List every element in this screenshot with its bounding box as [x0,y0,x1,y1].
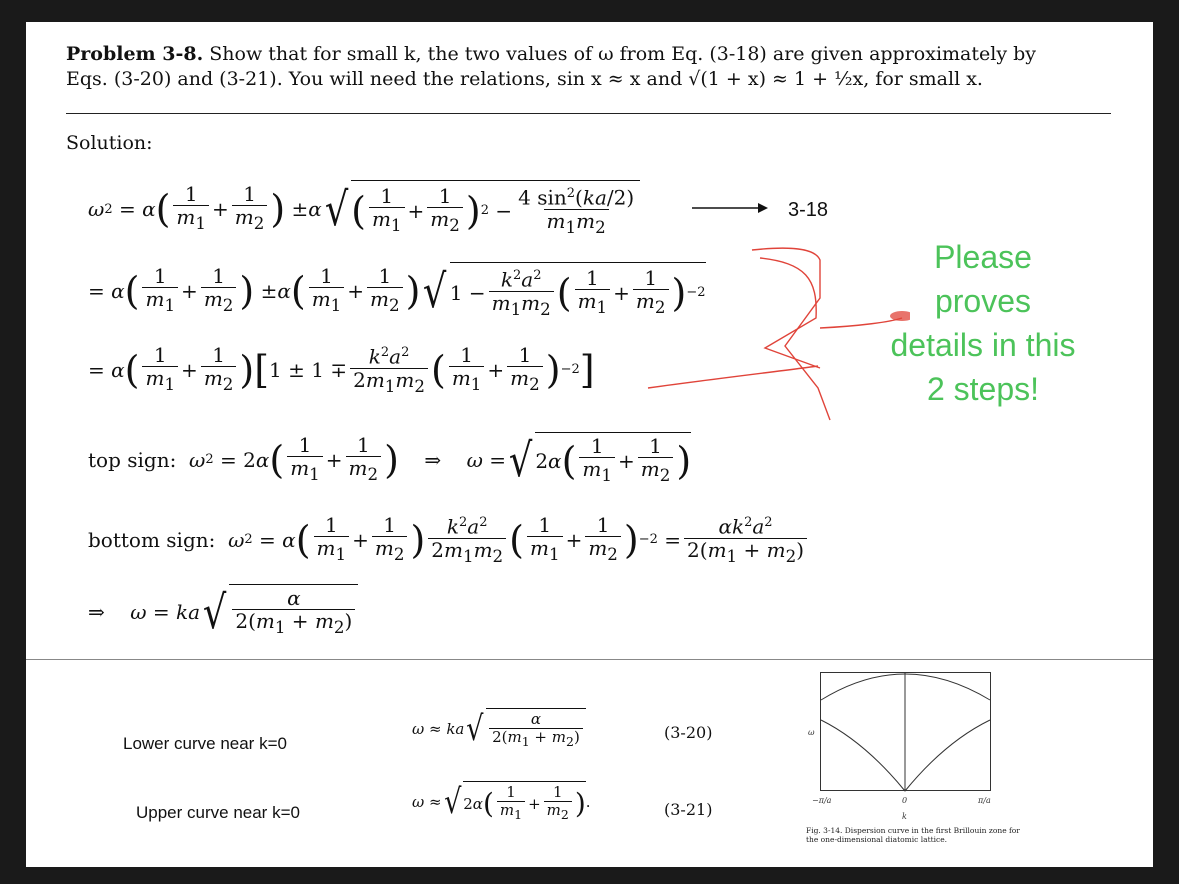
note-line-4: 2 steps! [926,371,1040,407]
arrow-to-318 [690,200,770,216]
note-line-1: Please [934,239,1032,275]
equation-tag-321: (3-21) [664,800,713,819]
solution-label: Solution: [66,132,153,154]
figure-x-right: π/a [978,796,991,805]
equation-tag-320: (3-20) [664,723,713,742]
figure-x-left: −π/a [812,796,832,805]
section-divider [26,659,1153,660]
equation-321: ω ≈ √ 2 α ( $\frac{1}{m_1}$ + $\frac{1}{m_2}$ ) . [412,782,591,822]
problem-text-line2: Eqs. (3-20) and (3-21). You will need the relations, sin x ≈ x and √(1 + x) ≈ 1 + ½x, for small x. [66,68,983,90]
top-sign-label: top sign: [88,447,177,472]
equation-bottom-sign: bottom sign: ω 2 = α ( $\frac{1}{m_1}$ + $\frac{1}{m_2}$ ) $\frac{k^2a^2}{2m_1m_2}$ ( $\frac{1}{m_1}$ + $\frac{1}{m_2}$ ) −2 = $\frac{\alpha k^2a^2}{2(m_1 + m_2)}$ [88,512,810,568]
dispersion-figure [820,672,992,792]
lower-curve-label: Lower curve near k=0 [123,734,287,753]
equation-line-3: = α ( $\frac{1}{m_1}$ + $\frac{1}{m_2}$ ) [ 1 ± 1 ∓ $\frac{k^2a^2}{2m_1m_2}$ ( $\frac{1}{m_1}$ + $\frac{1}{m_2}$ ) −2 ] [88,342,595,396]
figure-x-axis-label: k [902,812,907,821]
note-line-3: details in this [890,327,1076,363]
bottom-sign-label: bottom sign: [88,527,216,552]
equation-320: ω ≈ ka √ $\frac{\alpha}{2(m_1 + m_2)}$ [412,708,586,750]
figure-caption: Fig. 3-14. Dispersion curve in the first Brillouin zone for the one-dimensional diatomic lattice. [806,826,1020,844]
problem-text-line1: Show that for small k, the two values of ω from Eq. (3-18) are given approximately by [209,43,1037,65]
figure-x-mid: 0 [902,796,908,805]
problem-statement [66,42,1111,92]
annotation-note [868,235,1098,411]
equation-line-1: ω 2 = α ( $\frac{1}{m_1}$ + $\frac{1}{m_2}$ ) ± α √ ( $\frac{1}{m_1}$ + $\frac{1}{m_2}$ ) 2 − $\frac{4 \sin^2(ka/2)}{m_1m_2}$ [88,180,640,239]
equation-tag-318: 3-18 [788,199,829,221]
equation-result: ⇒ ω = ka √ $\frac{\alpha}{2(m_1 + m_2)}$ [88,584,358,639]
problem-label: Problem 3-8. [66,43,204,65]
equation-top-sign: top sign: ω 2 = 2 α ( $\frac{1}{m_1}$ + $\frac{1}{m_2}$ ) ⇒ ω = √ 2 α ( $\frac{1}{m_1}$ + $\frac{1}{m_2}$ ) [88,432,692,487]
figure-y-axis-label: ω [808,728,815,737]
upper-curve-label: Upper curve near k=0 [136,803,300,822]
note-line-2: proves [934,283,1032,319]
header-rule [66,113,1111,114]
equation-line-2: = α ( $\frac{1}{m_1}$ + $\frac{1}{m_2}$ ) ± α ( $\frac{1}{m_1}$ + $\frac{1}{m_2}$ ) √ 1 − $\frac{k^2a^2}{m_1m_2}$ ( $\frac{1}{m_1}$ + $\frac{1}{m_2}$ ) −2 [88,262,706,321]
